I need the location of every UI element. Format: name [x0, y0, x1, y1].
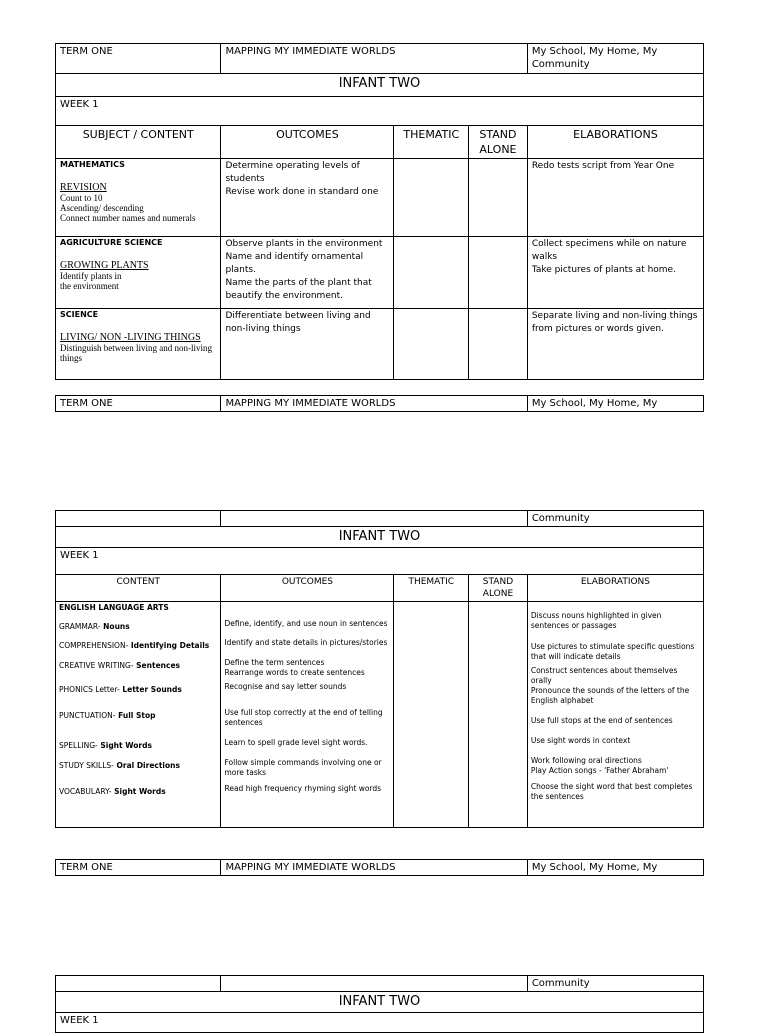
elaborations-cell [527, 159, 703, 237]
subject-topic: GROWING PLANTS [60, 260, 149, 271]
subject-cell [56, 309, 221, 380]
thematic-cell [394, 602, 469, 828]
elaborations-cell [527, 237, 703, 309]
subject-name: MATHEMATICS [60, 160, 125, 169]
detail-line: Ascending/ descending [60, 203, 144, 213]
detail-line: Distinguish between living and non-living things [60, 343, 212, 363]
outcomes-cell [221, 159, 394, 237]
outcomes-cell [221, 237, 394, 309]
outcomes-cell [221, 602, 394, 828]
elaboration-line: Pronounce the sounds of the letters of the English alphabet [530, 686, 690, 705]
plan-table-1 [55, 43, 704, 380]
elaboration-line: Work following oral directions Play Action songs - 'Father Abraham' [530, 756, 669, 775]
header-stand-alone: STAND ALONE [469, 126, 528, 159]
thematic-cell [394, 237, 469, 309]
subject-name: ENGLISH LANGUAGE ARTS [59, 603, 169, 612]
outcome-line: Follow simple commands involving one or more tasks [224, 758, 382, 777]
detail-line: Count to 10 [60, 193, 103, 203]
content-item: PHONICS Letter- Letter Sounds [59, 685, 182, 694]
subject-cell [56, 159, 221, 237]
theme-cell: MAPPING MY IMMEDIATE WORLDS [221, 396, 527, 412]
term-header-strip-2 [55, 859, 704, 876]
detail-line: Connect number names and numerals [60, 213, 196, 223]
week-label: WEEK 1 [56, 1013, 704, 1033]
class-title: INFANT TWO [56, 74, 704, 97]
term-cell: TERM ONE [56, 860, 221, 876]
subject-cell [56, 237, 221, 309]
week-label: WEEK 1 [56, 548, 704, 575]
theme-cell: MAPPING MY IMMEDIATE WORLDS [221, 44, 527, 74]
subject-name: AGRICULTURE SCIENCE [60, 238, 163, 247]
header-elaborations: ELABORATIONS [527, 126, 703, 159]
header-thematic: THEMATIC [394, 126, 469, 159]
table-row [56, 309, 704, 380]
topic-continued-cell: Community [527, 511, 703, 527]
outcome-line: Differentiate between living and non-living things [225, 311, 371, 334]
outcome-line: Revise work done in standard one [225, 187, 379, 197]
header-outcomes: OUTCOMES [221, 126, 394, 159]
detail-line: the environment [60, 281, 119, 291]
content-item: COMPREHENSION- Identifying Details [59, 641, 210, 650]
content-item: STUDY SKILLS- Oral Directions [59, 761, 180, 770]
elaborations-cell [527, 309, 703, 380]
content-cell [56, 602, 221, 828]
outcome-line: Define the term sentences Rearrange words to create sentences [224, 658, 365, 677]
plan-table-3 [55, 975, 704, 1033]
term-cell: TERM ONE [56, 396, 221, 412]
content-item: SPELLING- Sight Words [59, 741, 152, 750]
week-label: WEEK 1 [56, 97, 704, 126]
stand-alone-cell [469, 237, 528, 309]
header-subject: SUBJECT / CONTENT [56, 126, 221, 159]
outcomes-cell [221, 309, 394, 380]
outcome-line: Read high frequency rhyming sight words [224, 784, 382, 793]
stand-alone-cell [469, 159, 528, 237]
elaboration-line: Choose the sight word that best completes the sentences [530, 782, 693, 801]
elaboration-line: Separate living and non-living things from pictures or words given. [531, 311, 698, 334]
header-thematic: THEMATIC [394, 575, 469, 602]
stand-alone-cell [469, 602, 528, 828]
content-item: VOCABULARY- Sight Words [59, 787, 166, 796]
outcome-line: Use full stop correctly at the end of telling sentences [224, 708, 383, 727]
header-stand-alone: STAND ALONE [469, 575, 528, 602]
thematic-cell [394, 309, 469, 380]
detail-line: Identify plants in [60, 271, 122, 281]
subject-name: SCIENCE [60, 310, 99, 319]
elaboration-line: Use pictures to stimulate specific questions that will indicate details [530, 642, 695, 661]
header-elaborations: ELABORATIONS [527, 575, 703, 602]
outcome-line: Name and identify ornamental plants. [225, 252, 364, 275]
outcome-line: Learn to spell grade level sight words. [224, 738, 368, 747]
theme-cell: MAPPING MY IMMEDIATE WORLDS [221, 860, 527, 876]
table-row [56, 602, 704, 828]
outcome-line: Determine operating levels of students [225, 161, 360, 184]
topic-cell: My School, My Home, My [527, 860, 703, 876]
elaboration-line: Use sight words in context [530, 736, 631, 745]
term-header-strip-1 [55, 395, 704, 412]
subject-topic: LIVING/ NON -LIVING THINGS [60, 332, 201, 343]
subject-topic: REVISION [60, 182, 107, 193]
table-row [56, 159, 704, 237]
class-title: INFANT TWO [56, 527, 704, 548]
content-item: CREATIVE WRITING- Sentences [59, 661, 180, 670]
elaborations-cell [527, 602, 703, 828]
topic-cell: My School, My Home, My Community [527, 44, 703, 74]
content-item: PUNCTUATION- Full Stop [59, 711, 156, 720]
elaboration-line: Take pictures of plants at home. [531, 265, 676, 275]
elaboration-line: Collect specimens while on nature walks [531, 239, 687, 262]
header-outcomes: OUTCOMES [221, 575, 394, 602]
stand-alone-cell [469, 309, 528, 380]
class-title: INFANT TWO [56, 992, 704, 1013]
term-cell: TERM ONE [56, 44, 221, 74]
header-content: CONTENT [56, 575, 221, 602]
elaboration-line: Discuss nouns highlighted in given sentences or passages [530, 611, 662, 630]
table-row [56, 237, 704, 309]
content-item: GRAMMAR- Nouns [59, 622, 130, 631]
plan-table-2 [55, 510, 704, 828]
topic-cell: My School, My Home, My [527, 396, 703, 412]
thematic-cell [394, 159, 469, 237]
outcome-line: Name the parts of the plant that beautify the environment. [225, 278, 372, 301]
elaboration-line: Redo tests script from Year One [531, 161, 675, 171]
outcome-line: Identify and state details in pictures/stories [224, 638, 388, 647]
outcome-line: Recognise and say letter sounds [224, 682, 347, 691]
topic-continued-cell: Community [527, 976, 703, 992]
outcome-line: Observe plants in the environment [225, 239, 383, 249]
elaboration-line: Use full stops at the end of sentences [530, 716, 673, 725]
outcome-line: Define, identify, and use noun in sentences [224, 619, 388, 628]
elaboration-line: Construct sentences about themselves orally [530, 666, 678, 685]
